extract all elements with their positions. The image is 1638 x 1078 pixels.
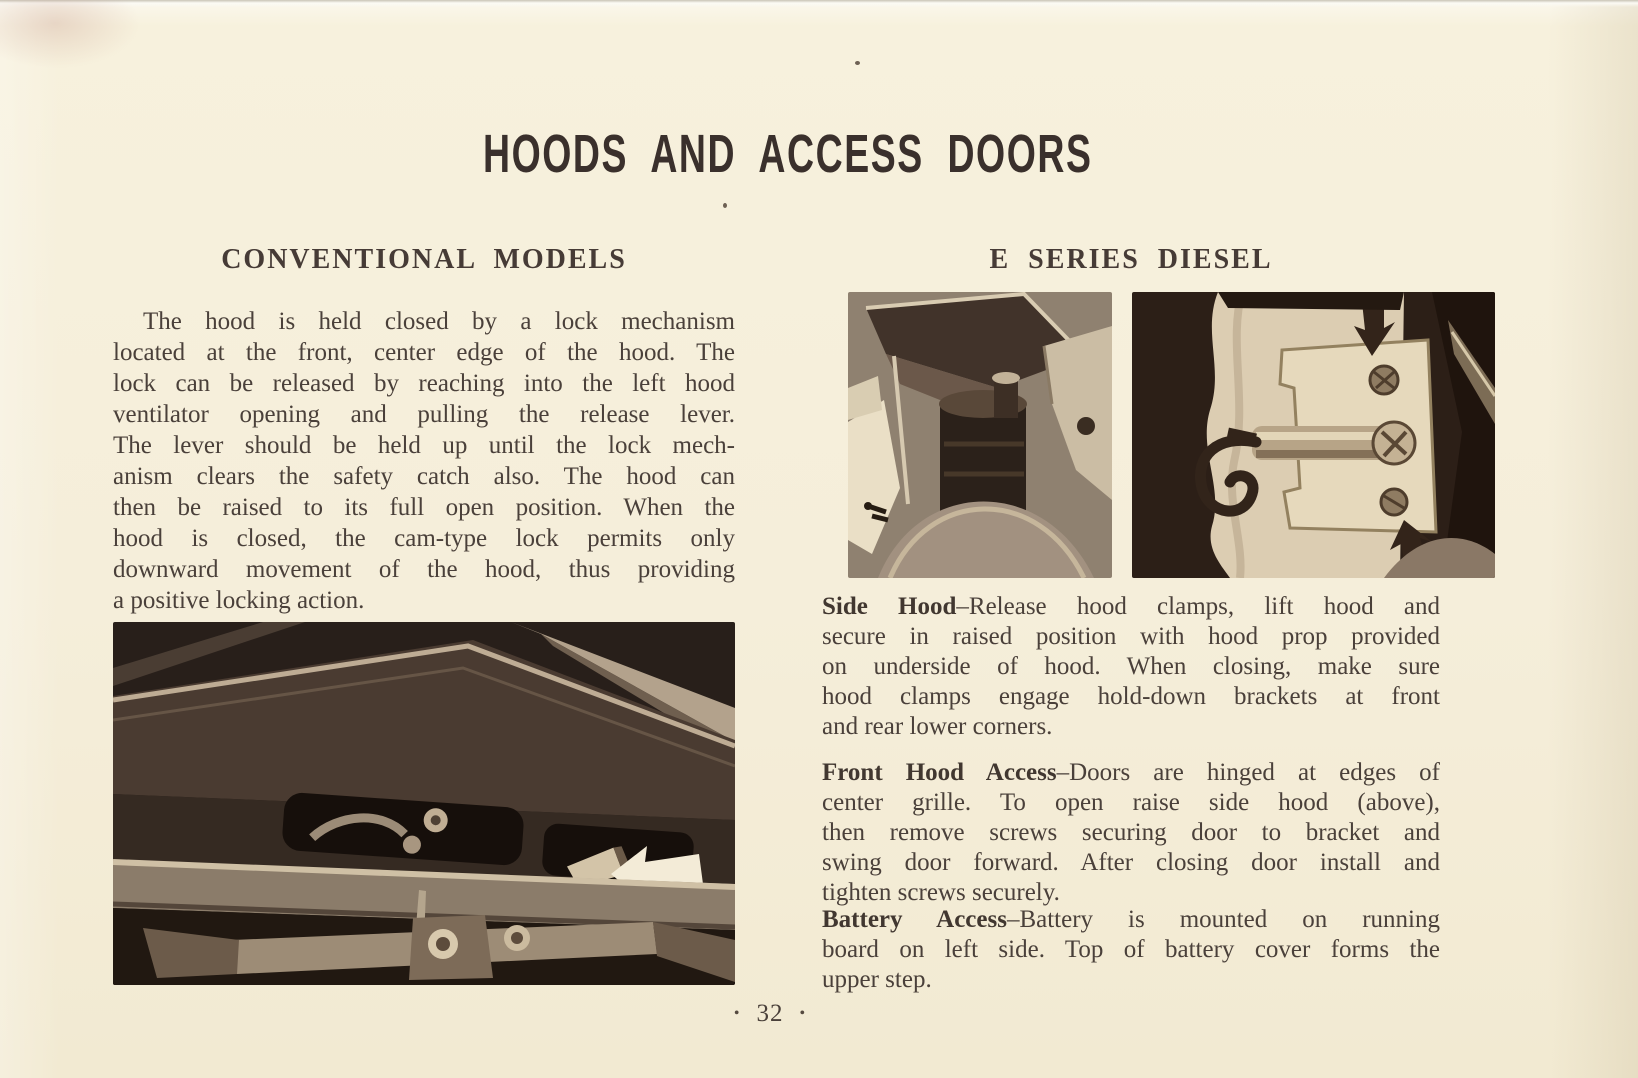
paper-smudge <box>0 0 140 68</box>
paragraph-line: The hood is held closed by a lock mechanism <box>143 308 735 335</box>
conventional-models-paragraph <box>113 306 735 616</box>
heading-conventional-models: CONVENTIONAL MODELS <box>221 244 627 275</box>
page-title <box>0 124 1576 186</box>
page-number-bullet: • <box>799 1005 807 1022</box>
paragraph-line: ventilator opening and pulling the release lever. <box>113 401 735 428</box>
page-number-bullet: • <box>733 1005 741 1022</box>
paragraph-line: downward movement of the hood, thus providing <box>113 556 735 583</box>
hood-lock-photo-art <box>113 622 735 985</box>
page-number <box>0 1000 1540 1028</box>
section-line-text: –Release hood clamps, lift hood and <box>956 593 1440 620</box>
section-line-text: –Battery is mounted on running <box>1006 906 1440 933</box>
paragraph-line: board on left side. Top of battery cover forms the <box>822 936 1440 963</box>
page-number-value: 32 <box>756 1000 784 1027</box>
paragraph-line: upper step. <box>822 966 932 993</box>
screw-top <box>1370 366 1398 394</box>
paragraph-line: The lever should be held up until the lock mech- <box>113 432 735 459</box>
side-hood-raised-with-prop-photo <box>848 292 1112 578</box>
paragraph-line: located at the front, center edge of the hood. The <box>113 339 735 366</box>
paragraph-line: lock can be released by reaching into the left hood <box>113 370 735 397</box>
section-first-line <box>822 905 1440 935</box>
paragraph-line: on underside of hood. When closing, make sure <box>822 653 1440 680</box>
paper-speck <box>855 61 860 65</box>
section-lead: Side Hood <box>822 593 957 620</box>
section-lead: Battery Access <box>822 906 1007 933</box>
paragraph-line: then be raised to its full open position. When the <box>113 494 735 521</box>
paragraph-line: swing door forward. After closing door install and <box>822 849 1440 876</box>
section-first-line <box>822 758 1440 788</box>
page-title-text: HOODS AND ACCESS DOORS <box>483 124 1093 185</box>
hood-clamp-photo-art <box>1132 292 1495 578</box>
section-front-hood-access <box>822 758 1440 908</box>
paragraph-line: a positive locking action. <box>113 587 365 614</box>
section-lead: Front Hood Access <box>822 759 1057 786</box>
scan-edge <box>0 0 1638 7</box>
heading-e-series-diesel: E SERIES DIESEL <box>989 244 1273 275</box>
paper-speck <box>723 203 727 208</box>
section-side-hood <box>822 592 1440 742</box>
hood-lock-release-underside-photo <box>113 622 735 985</box>
paragraph-line: tighten screws securely. <box>822 879 1060 906</box>
paragraph-line: center grille. To open raise side hood (above), <box>822 789 1440 816</box>
paragraph-line: anism clears the safety catch also. The hood can <box>113 463 735 490</box>
section-battery-access <box>822 905 1440 995</box>
paragraph-line: secure in raised position with hood prop provided <box>822 623 1440 650</box>
hood-clamp-closeup-photo <box>1132 292 1495 578</box>
side-hood-photo-art <box>848 292 1112 578</box>
paragraph-line: and rear lower corners. <box>822 713 1053 740</box>
paragraph-line: hood is closed, the cam-type lock permits only <box>113 525 735 552</box>
paragraph-line: hood clamps engage hold-down brackets at front <box>822 683 1440 710</box>
paragraph-line: then remove screws securing door to bracket and <box>822 819 1440 846</box>
section-line-text: –Doors are hinged at edges of <box>1056 759 1440 786</box>
screw-bottom <box>1381 489 1407 515</box>
section-first-line <box>822 592 1440 622</box>
